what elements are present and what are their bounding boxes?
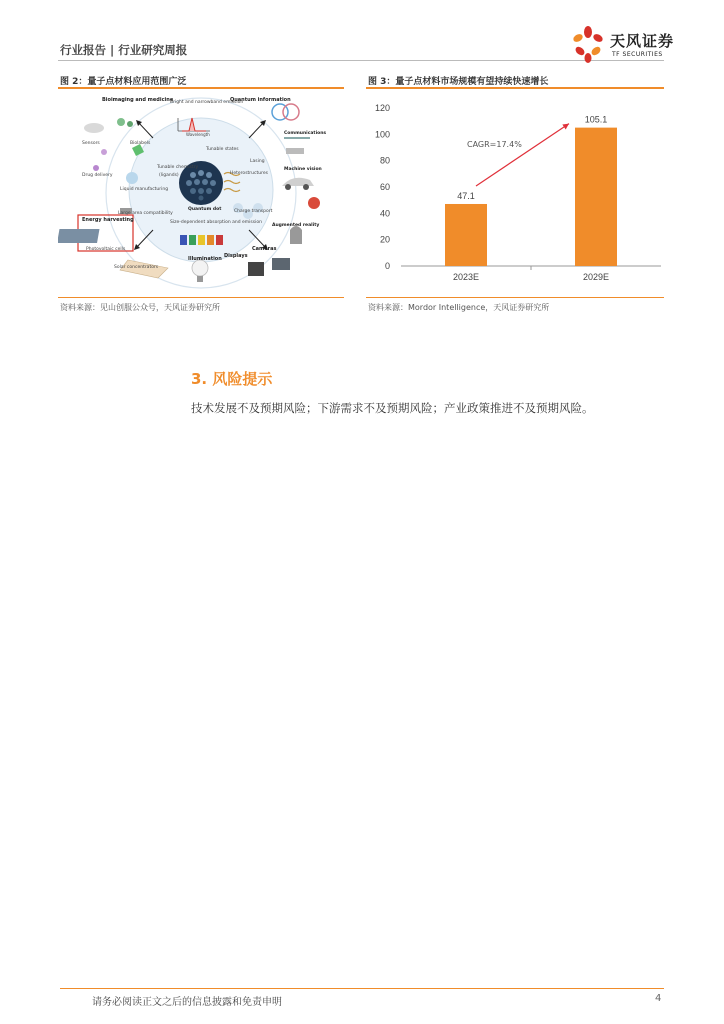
x-tick-label: 2029E	[582, 272, 610, 282]
market-size-chart	[366, 90, 664, 296]
camera-phone-icon	[272, 258, 290, 270]
figure2-top-rule	[58, 87, 344, 89]
cagr-arrowhead	[562, 124, 569, 130]
bar	[575, 128, 617, 266]
label-quantum-information: Quantum information	[230, 97, 291, 103]
figure2-title: 图 2：量子点材料应用范围广泛	[60, 77, 187, 87]
label-heterostructures: Heterostructures	[230, 171, 268, 176]
figure3-bottom-rule	[366, 297, 664, 298]
label-biolabels: Biolabels	[130, 141, 151, 146]
y-tick-label: 0	[384, 261, 390, 271]
y-tick-label: 100	[374, 129, 390, 140]
label-tunable-chemistry: Tunable chemistry	[157, 165, 199, 170]
brand-logo	[566, 24, 675, 64]
footer-divider	[60, 988, 664, 989]
hand-icon	[290, 226, 302, 244]
mouse-icon	[84, 123, 104, 133]
label-bioimaging: Bioimaging and medicine	[102, 97, 174, 103]
label-machine-vision: Machine vision	[284, 167, 322, 172]
label-wavelength: Wavelength	[186, 132, 210, 137]
figure2-bottom-rule	[58, 297, 344, 298]
label-illumination: Illumination	[188, 256, 222, 262]
page-number: 4	[655, 993, 662, 1004]
y-tick-label: 40	[379, 208, 390, 219]
communications-device-icon	[286, 148, 304, 154]
y-axis	[375, 103, 390, 271]
section-body: 技术发展不及预期风险；下游需求不及预期风险；产业政策推进不及预期风险。	[191, 401, 594, 415]
flask-icon	[126, 172, 138, 184]
x-tick-labels	[453, 272, 609, 282]
label-quantum-dot: Quantum dot	[188, 207, 222, 212]
eye-icon	[308, 197, 320, 209]
label-charge-transport: Charge transport	[234, 209, 273, 214]
figure3-source: 资料来源：Mordor Intelligence，天风证券研究所	[368, 303, 550, 312]
footer-disclaimer: 请务必阅读正文之后的信息披露和免责申明	[92, 997, 282, 1008]
label-liquid-manufacturing: Liquid manufacturing	[120, 187, 169, 192]
y-tick-label: 20	[379, 234, 390, 245]
label-cameras: Cameras	[252, 246, 277, 252]
label-energy-harvesting: Energy harvesting	[82, 217, 134, 223]
quantum-dot-applications-figure	[58, 90, 344, 296]
brand-name-cn: 天风证券	[610, 32, 675, 50]
data-label: 105.1	[584, 114, 608, 125]
data-label: 47.1	[457, 190, 475, 201]
photovoltaic-cell-icon	[58, 229, 99, 243]
display-monitor-icon	[248, 262, 264, 276]
cagr-annotation: CAGR=17.4%	[467, 140, 522, 149]
label-ligands: (ligands)	[159, 173, 179, 178]
figure3-top-rule	[366, 87, 664, 89]
label-lasing: Lasing	[250, 159, 265, 164]
figure3-title: 图 3：量子点材料市场规模有望持续快速增长	[368, 77, 549, 87]
label-sensors: Sensors	[82, 141, 100, 146]
label-photovoltaic: Photovoltaic cells	[86, 247, 126, 252]
bulb-icon	[192, 260, 208, 276]
y-tick-label: 120	[374, 103, 390, 113]
label-solar-concentrators: Solar concentrators	[114, 265, 159, 270]
label-communications: Communications	[284, 131, 327, 136]
brand-mark-icon	[566, 24, 610, 64]
label-large-area: Large area compatibility	[118, 211, 173, 216]
label-drug-delivery: Drug delivery	[82, 173, 113, 178]
label-bright-emission: Bright and narrowband emission	[170, 100, 244, 105]
y-tick-label: 80	[379, 155, 390, 166]
report-type: 行业报告 | 行业研究周报	[60, 43, 188, 57]
label-size-dependent: Size-dependent absorption and emission	[170, 220, 262, 225]
label-augmented-reality: Augmented reality	[272, 223, 320, 228]
cagr-arrow	[476, 124, 569, 186]
brand-name-en: TF SECURITIES	[612, 51, 663, 58]
bar	[445, 204, 487, 266]
label-displays: Displays	[224, 253, 248, 259]
y-tick-label: 60	[379, 182, 390, 192]
label-tunable-states: Tunable states	[206, 147, 239, 152]
x-tick-label: 2023E	[452, 272, 480, 282]
figure2-source: 资料来源：见山创服公众号，天风证券研究所	[60, 303, 220, 312]
section-title: 3. 风险提示	[191, 370, 273, 388]
